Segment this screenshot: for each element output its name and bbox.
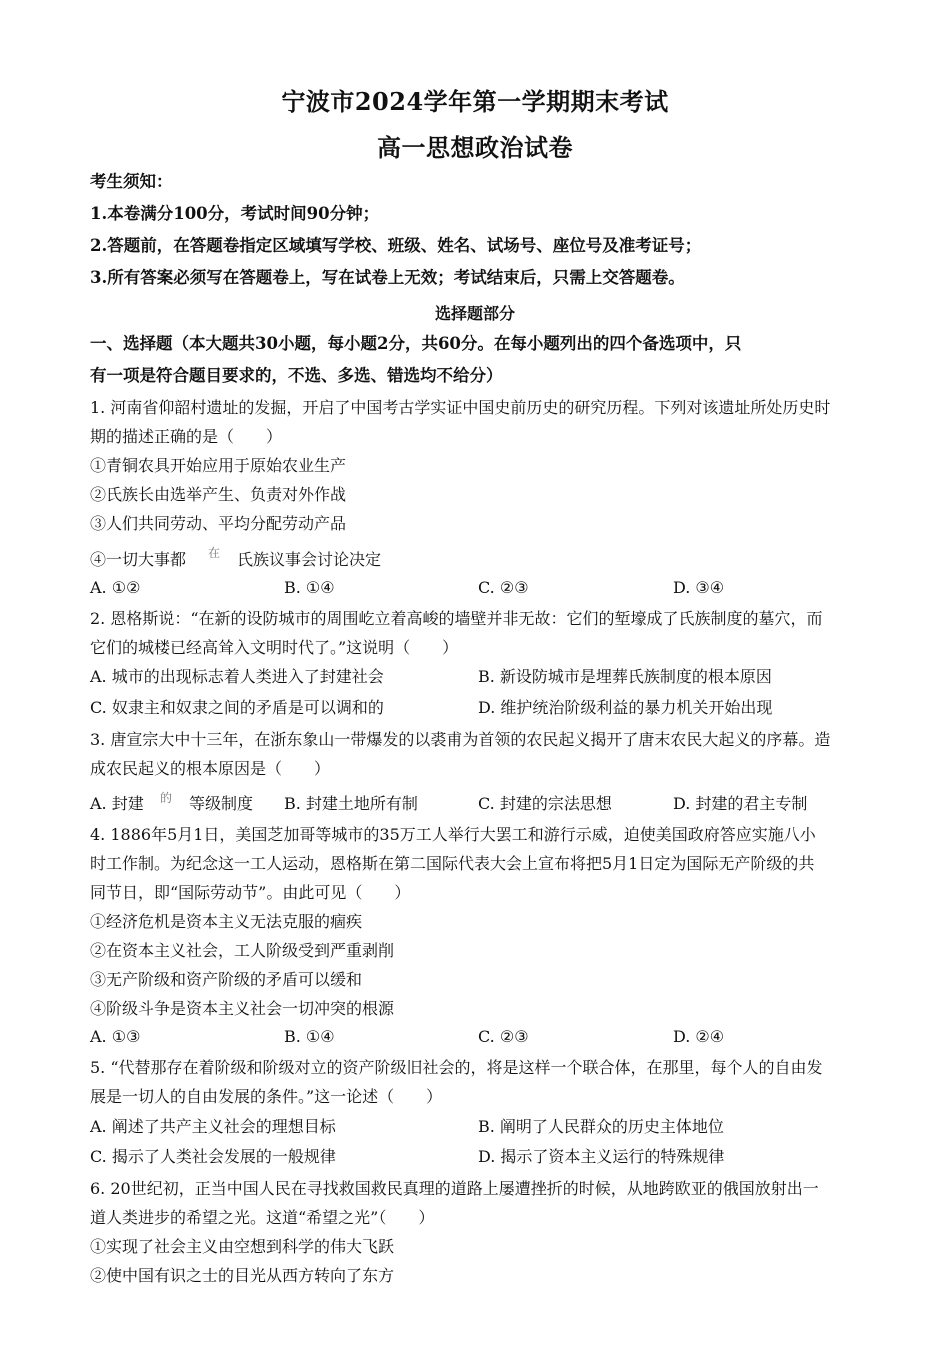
option-c: C. 奴隶主和奴隶之间的矛盾是可以调和的 xyxy=(90,698,384,717)
option-c: C. ②③ xyxy=(478,1027,529,1046)
question-item: ①经济危机是资本主义无法克服的痼疾 xyxy=(90,912,363,931)
question-item: ②氏族长由选举产生、负责对外作战 xyxy=(90,485,347,504)
option-b: B. 阐明了人民群众的历史主体地位 xyxy=(478,1117,724,1136)
notice-heading: 考生须知： xyxy=(90,172,173,191)
question-stem: 成农民起义的根本原因是（ ） xyxy=(90,759,331,778)
question-stem: 2. 恩格斯说：“在新的设防城市的周围屹立着高峻的墙壁并非无故：它们的堑壕成了氏族制度的墓穴，而 xyxy=(90,609,823,628)
option-b: B. 封建土地所有制 xyxy=(284,794,418,813)
question-stem: 3. 唐宣宗大中十三年，在浙东象山一带爆发的以裘甫为首领的农民起义揭开了唐末农民大起义的序幕。造 xyxy=(90,730,831,749)
question-stem: 6. 20世纪初，正当中国人民在寻找救国救民真理的道路上屡遭挫折的时候，从地跨欧亚的俄国放射出一 xyxy=(90,1179,819,1198)
option-d: D. 揭示了资本主义运行的特殊规律 xyxy=(478,1147,725,1166)
question-stem: 它们的城楼已经高耸入文明时代了。”这说明（ ） xyxy=(90,638,459,657)
option-d: D. 维护统治阶级利益的暴力机关开始出现 xyxy=(478,698,773,717)
question-stem: 道人类进步的希望之光。这道“希望之光”（ ） xyxy=(90,1208,435,1227)
question-item: ②使中国有识之士的目光从西方转向了东方 xyxy=(90,1266,395,1285)
option-a: 等级制度 xyxy=(189,794,254,813)
option-d: D. ③④ xyxy=(673,578,725,597)
option-a: A. 城市的出现标志着人类进入了封建社会 xyxy=(90,667,384,686)
question-item: ④一切大事都 xyxy=(90,550,187,569)
option-a: A. ①③ xyxy=(90,1027,141,1046)
question-item: ③人们共同劳动、平均分配劳动产品 xyxy=(90,514,347,533)
question-stem: 展是一切人的自由发展的条件。”这一论述（ ） xyxy=(90,1087,443,1106)
notice-item: 2.答题前，在答题卷指定区域填写学校、班级、姓名、试场号、座位号及准考证号； xyxy=(90,236,702,255)
option-a: A. 封建 xyxy=(90,794,144,813)
question-item: ②在资本主义社会，工人阶级受到严重剥削 xyxy=(90,941,395,960)
exam-title: 宁波市2024学年第一学期期末考试 xyxy=(281,87,669,116)
exam-subtitle: 高一思想政治试卷 xyxy=(377,133,573,162)
question-stem: 1. 河南省仰韶村遗址的发掘，开启了中国考古学实证中国史前历史的研究历程。下列对该遗址所处历史时 xyxy=(90,398,831,417)
question-stem: 时工作制。为纪念这一工人运动，恩格斯在第二国际代表大会上宣布将把5月1日定为国际无产阶级的共 xyxy=(90,854,815,873)
question-item: ①青铜农具开始应用于原始农业生产 xyxy=(90,456,347,475)
option-c: C. 揭示了人类社会发展的一般规律 xyxy=(90,1147,336,1166)
question-item: ③无产阶级和资产阶级的矛盾可以缓和 xyxy=(90,970,363,989)
section-instruction: 有一项是符合题目要求的，不选、多选、错选均不给分） xyxy=(90,366,503,385)
question-item: 氏族议事会讨论决定 xyxy=(237,550,382,569)
question-stem: 4. 1886年5月1日，美国芝加哥等城市的35万工人举行大罢工和游行示威，迫使美国政府答应实施八小 xyxy=(90,825,816,844)
question-item: ①实现了社会主义由空想到科学的伟大飞跃 xyxy=(90,1237,395,1256)
option-d: D. ②④ xyxy=(673,1027,725,1046)
option-a: A. 阐述了共产主义社会的理想目标 xyxy=(90,1117,336,1136)
stray-character: 的 xyxy=(160,791,173,805)
option-a: A. ①② xyxy=(90,578,141,597)
question-stem: 5. “代替那存在着阶级和阶级对立的资产阶级旧社会的，将是这样一个联合体，在那里，每个人的自由发 xyxy=(90,1058,823,1077)
option-b: B. ①④ xyxy=(284,578,335,597)
notice-item: 1.本卷满分100分，考试时间90分钟； xyxy=(90,204,380,223)
question-stem: 同节日，即“国际劳动节”。由此可见（ ） xyxy=(90,883,411,902)
section-title: 选择题部分 xyxy=(434,304,515,323)
option-b: B. 新设防城市是埋葬氏族制度的根本原因 xyxy=(478,667,772,686)
stray-character: 在 xyxy=(208,546,221,560)
option-c: C. 封建的宗法思想 xyxy=(478,794,612,813)
option-c: C. ②③ xyxy=(478,578,529,597)
question-stem: 期的描述正确的是（ ） xyxy=(90,427,283,446)
option-d: D. 封建的君主专制 xyxy=(673,794,808,813)
option-b: B. ①④ xyxy=(284,1027,335,1046)
question-item: ④阶级斗争是资本主义社会一切冲突的根源 xyxy=(90,999,395,1018)
section-instruction: 一、选择题（本大题共30小题，每小题2分，共60分。在每小题列出的四个备选项中，只 xyxy=(90,334,742,353)
notice-item: 3.所有答案必须写在答题卷上，写在试卷上无效；考试结束后，只需上交答题卷。 xyxy=(90,268,685,287)
